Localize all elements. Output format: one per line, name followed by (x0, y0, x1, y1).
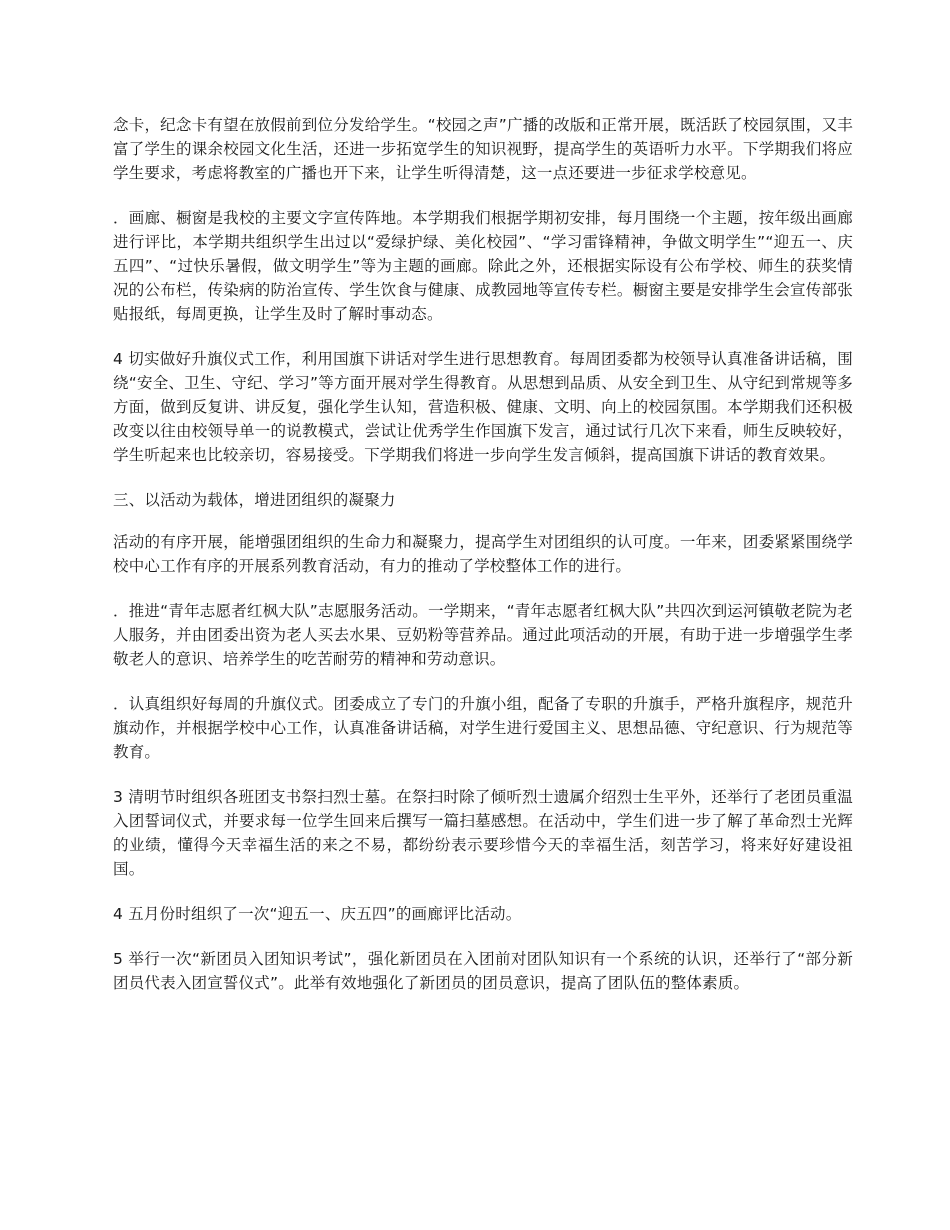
paragraph-flag-ceremony-speech: 4 切实做好升旗仪式工作，利用国旗下讲话对学生进行思想教育。每周团委都为校领导认真准备讲话稿，围绕“安全、卫生、守纪、学习”等方面开展对学生得教育。从思想到品质、从安全到卫生、从守纪到常规等多方面，做到反复讲、讲反复，强化学生认知，营造积极、健康、文明、向上的校园氛围。本学期我们还积极改变以往由校领导单一的说教模式，尝试让优秀学生作国旗下发言，通过试行几次下来看，师生反映较好，学生听起来也比较亲切，容易接受。下学期我们将进一步向学生发言倾斜，提高国旗下讲话的教育效果。 (113, 350, 853, 464)
paragraph-activities-intro: 活动的有序开展，能增强团组织的生命力和凝聚力，提高学生对团组织的认可度。一年来，团委紧紧围绕学校中心工作有序的开展系列教育活动，有力的推动了学校整体工作的进行。 (113, 533, 853, 575)
paragraph-new-member-exam: 5 举行一次“新团员入团知识考试”，强化新团员在入团前对团队知识有一个系统的认识，还举行了“部分新团员代表入团宣誓仪式”。此举有效地强化了新团员的团员意识，提高了团队伍的整体素质。 (113, 950, 853, 992)
paragraph-may-gallery-contest: 4 五月份时组织了一次“迎五一、庆五四”的画廊评比活动。 (113, 905, 522, 923)
paragraph-gallery-windows: ．画廊、橱窗是我校的主要文字宣传阵地。本学期我们根据学期初安排，每月围绕一个主题，按年级出画廊进行评比，本学期共组织学生出过以“爱绿护绿、美化校园”、“学习雷锋精神，争做文明学生”“迎五一、庆五四”、“过快乐暑假，做文明学生”等为主题的画廊。除此之外，还根据实际设有公布学校、师生的获奖情况的公布栏，传染病的防治宣传、学生饮食与健康、成教园地等宣传专栏。橱窗主要是安排学生会宣传部张贴报纸，每周更换，让学生及时了解时事动态。 (113, 209, 853, 323)
section-heading-activities: 三、以活动为载体，增进团组织的凝聚力 (113, 491, 396, 509)
paragraph-weekly-flag-raising: ．认真组织好每周的升旗仪式。团委成立了专门的升旗小组，配备了专职的升旗手，严格升旗程序，规范升旗动作，并根据学校中心工作，认真准备讲话稿，对学生进行爱国主义、思想品德、守纪意识、行为规范等教育。 (113, 695, 853, 761)
paragraph-volunteer-service: ．推进“青年志愿者红枫大队”志愿服务活动。一学期来，“青年志愿者红枫大队”共四次到运河镇敬老院为老人服务，并由团委出资为老人买去水果、豆奶粉等营养品。通过此项活动的开展，有助于进一步增强学生孝敬老人的意识、培养学生的吃苦耐劳的精神和劳动意识。 (113, 602, 853, 668)
paragraph-qingming-tomb-sweeping: 3 清明节时组织各班团支书祭扫烈士墓。在祭扫时除了倾听烈士遗属介绍烈士生平外，还举行了老团员重温入团誓词仪式，并要求每一位学生回来后撰写一篇扫墓感想。在活动中，学生们进一步了解了革命烈士光辉的业绩，懂得今天幸福生活的来之不易，都纷纷表示要珍惜今天的幸福生活，刻苦学习，将来好好建设祖国。 (113, 788, 853, 878)
paragraph-radio-station: 念卡，纪念卡有望在放假前到位分发给学生。“校园之声”广播的改版和正常开展，既活跃了校园氛围，又丰富了学生的课余校园文化生活，还进一步拓宽学生的知识视野，提高学生的英语听力水平。下学期我们将应学生要求，考虑将教室的广播也开下来，让学生听得清楚，这一点还要进一步征求学校意见。 (113, 116, 853, 182)
document-page (113, 113, 853, 1016)
